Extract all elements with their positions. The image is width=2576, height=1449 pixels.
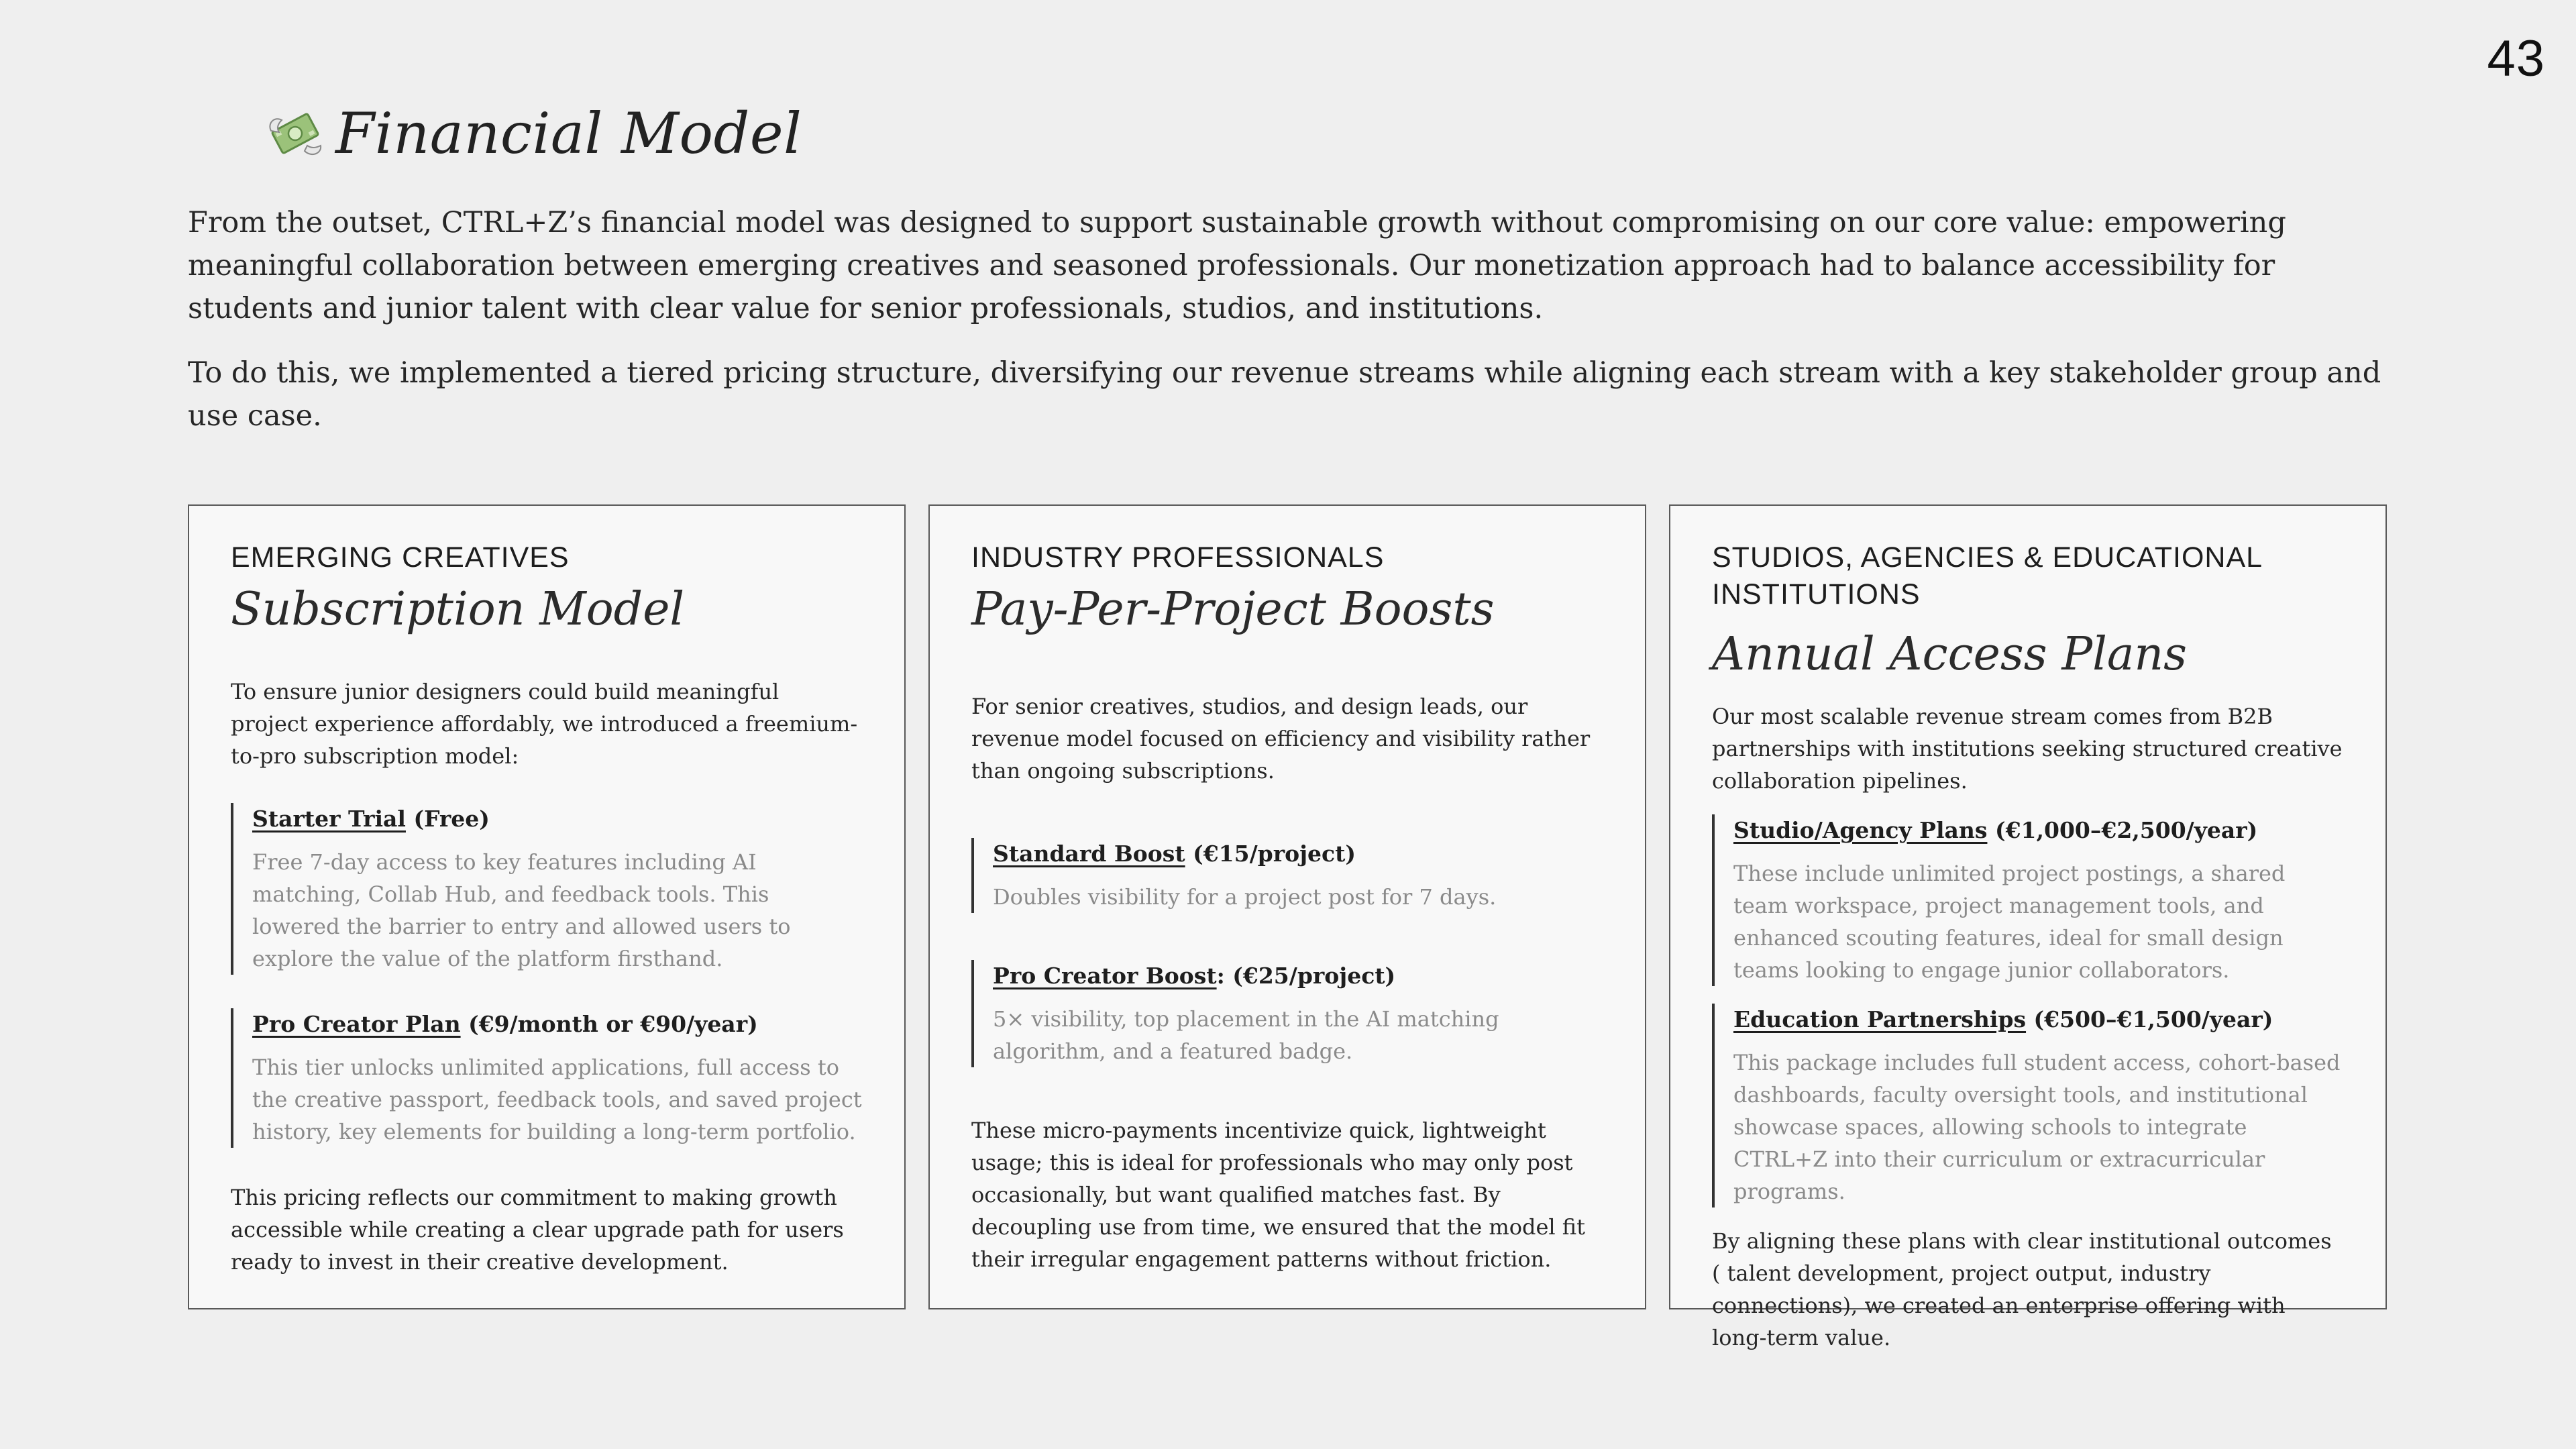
card-studios-agencies-education (1669, 504, 2387, 1350)
card-intro: Our most scalable revenue stream comes from B2B partnerships with institutions seeking structured creative collaboration pipelines. (1712, 704, 2343, 794)
pricing-item-desc: Free 7-day access to key features including AI matching, Collab Hub, and feedback tools. This lowered the barrier to entry and allowed users to explore the value of the platform firsthand. (252, 849, 791, 971)
intro-section (188, 201, 2402, 459)
pricing-item (971, 838, 1603, 913)
pricing-item-name: Standard Boost (993, 841, 1185, 867)
intro-paragraph: To do this, we implemented a tiered pricing structure, diversifying our revenue streams while aligning each stream with a key stakeholder group and use case. (188, 356, 2381, 433)
pricing-item (971, 960, 1603, 1067)
card-intro: To ensure junior designers could build meaningful project experience affordably, we introduced a freemium-to-pro subscription model: (231, 679, 858, 769)
card-emerging-creatives (188, 504, 906, 1309)
pricing-item-name: Pro Creator Boost (993, 963, 1217, 989)
pricing-item-desc: This package includes full student access, cohort-based dashboards, faculty oversight tools, and institutional showcase spaces, allowing schools to integrate CTRL+Z into their curriculum or extracurricular programs. (1733, 1050, 2341, 1204)
pricing-item-title (1733, 814, 2344, 847)
pricing-item-name: Education Partnerships (1733, 1006, 2027, 1032)
pricing-item-price: (€15/project) (1185, 841, 1356, 867)
pricing-item-price: (Free) (405, 806, 490, 832)
pricing-item-price: (€1,000–€2,500/year) (1987, 817, 2258, 843)
pricing-item-price: : (€25/project) (1216, 963, 1396, 989)
pricing-item-name: Studio/Agency Plans (1733, 817, 1988, 843)
card-intro: For senior creatives, studios, and design leads, our revenue model focused on efficiency and visibility rather than ongoing subscriptions. (971, 694, 1591, 784)
pricing-item-desc: Doubles visibility for a project post for 7 days. (993, 884, 1497, 910)
card-heading: Pay-Per-Project Boosts (971, 583, 1495, 636)
card-outro: By aligning these plans with clear institutional outcomes ( talent development, project output, industry connections), we created an enterprise offering with long-term value. (1712, 1228, 2332, 1350)
pricing-item-desc: 5× visibility, top placement in the AI matching algorithm, and a featured badge. (993, 1006, 1499, 1064)
card-outro: This pricing reflects our commitment to making growth accessible while creating a clear upgrade path for users ready to invest in their creative development. (231, 1185, 844, 1275)
pricing-item-title (252, 803, 863, 835)
card-label: INDUSTRY PROFESSIONALS (971, 541, 1385, 574)
pricing-item (1712, 1004, 2344, 1208)
money-with-wings-icon (266, 104, 325, 163)
pricing-item-name: Pro Creator Plan (252, 1011, 461, 1037)
pricing-item-title (1733, 1004, 2344, 1036)
card-heading: Subscription Model (231, 583, 685, 636)
card-industry-professionals (928, 504, 1646, 1309)
intro-paragraph: From the outset, CTRL+Z’s financial model was designed to support sustainable growth without compromising on our core value: empowering meaningful collaboration between emerging creatives and seasoned professionals. Our monetization approach had to balance accessibility for students and junior talent with clear value for senior professionals, studios, and institutions. (188, 206, 2286, 325)
pricing-item (231, 1008, 863, 1148)
page-title: Financial Model (335, 101, 802, 166)
pricing-item-desc: This tier unlocks unlimited applications, full access to the creative passport, feedback tools, and saved project history, key elements for building a long-term portfolio. (252, 1055, 862, 1144)
pricing-item-price: (€500–€1,500/year) (2026, 1006, 2273, 1032)
pricing-item-desc: These include unlimited project postings, a shared team workspace, project management tools, and enhanced scouting features, ideal for small design teams looking to engage junior collaborators. (1733, 861, 2286, 983)
pricing-item (1712, 814, 2344, 986)
pricing-item (231, 803, 863, 975)
card-label: STUDIOS, AGENCIES & EDUCATIONAL INSTITUTIONS (1712, 541, 2262, 610)
pricing-item-price: (€9/month or €90/year) (460, 1011, 758, 1037)
pricing-item-name: Starter Trial (252, 806, 406, 832)
title-row (266, 101, 802, 166)
card-outro: These micro-payments incentivize quick, lightweight usage; this is ideal for professionals who may only post occasionally, but want qualified matches fast. By decoupling use from time, we ensured that the model fit their irregular engagement patterns without friction. (971, 1118, 1585, 1272)
pricing-item-title (252, 1008, 863, 1040)
card-label: EMERGING CREATIVES (231, 541, 570, 574)
card-heading: Annual Access Plans (1712, 628, 2188, 681)
pricing-item-title (993, 960, 1603, 992)
pricing-item-title (993, 838, 1603, 870)
pricing-cards (188, 504, 2388, 1350)
page-number: 43 (2487, 30, 2545, 87)
